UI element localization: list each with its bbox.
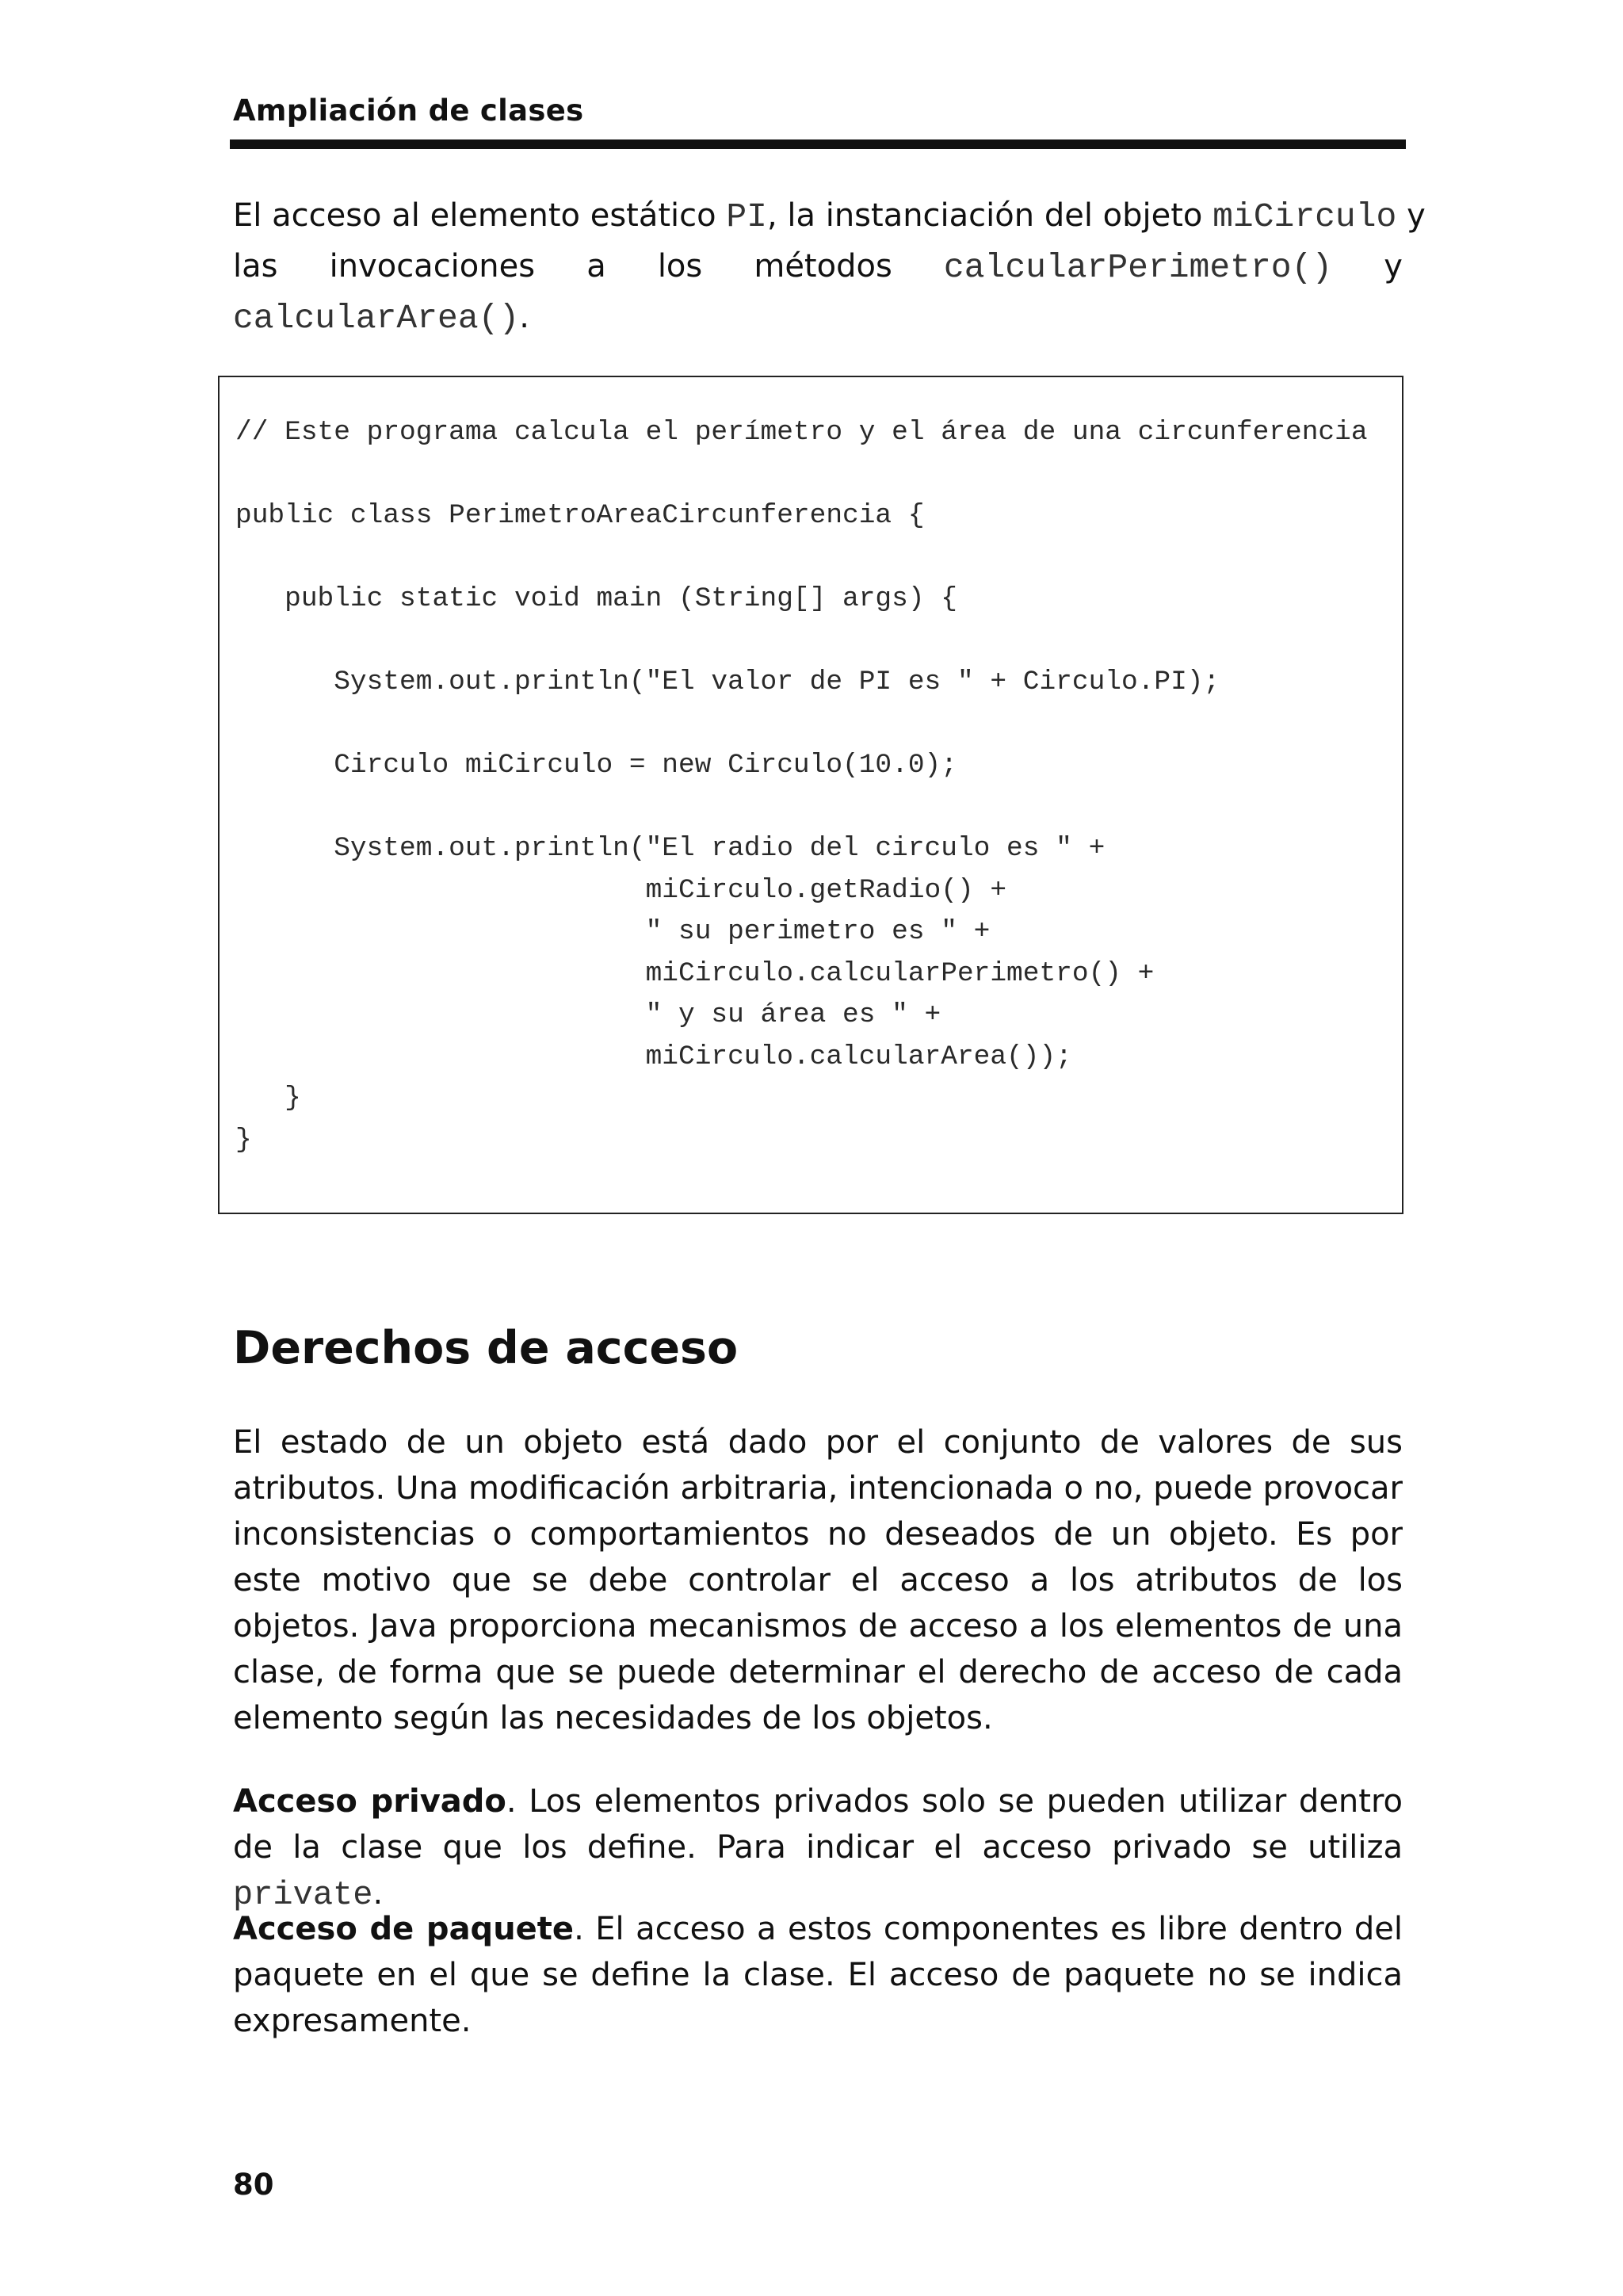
intro-line-2 <box>233 241 1403 292</box>
code-inline: miCirculo <box>1212 197 1397 236</box>
intro-word: y <box>1384 248 1403 285</box>
intro-word: las <box>233 248 278 285</box>
code-listing: // Este programa calcula el perímetro y el área de una circunferencia public class PerimetroAreaCircunferencia { public static void main (String[] args) { System.out.println("El valor de PI es " + Circulo.PI); Circulo miCirculo = new Circulo(10.0); System.out.println("El radio del circulo es " + miCirculo.getRadio() + " su perimetro es " + miCirculo.calcularPerimetro() + " y su área es " + miCirculo.calcularArea()); } } <box>235 417 1368 1156</box>
intro-word: a <box>586 248 606 285</box>
code-inline: PI <box>726 197 767 236</box>
body-paragraph: El estado de un objeto está dado por el conjunto de valores de sus atributos. Una modificación arbitraria, intencionada o no, puede provocar inconsistencias o comportamientos no deseados de un objeto. Es por este motivo que se debe controlar el acceso a los atributos de los objetos. Java proporciona mecanismos de acceso a los elementos de una clase, de forma que se puede determinar el derecho de acceso de cada elemento según las necesidades de los objetos. <box>233 1424 1403 1736</box>
intro-text: El acceso al elemento estático PI, la instanciación del objeto miCirculo y <box>233 197 1426 236</box>
header-rule <box>230 139 1406 149</box>
code-inline: calcularPerimetro() <box>943 248 1333 287</box>
private-access-paragraph: Acceso privado. Los elementos privados solo se pueden utilizar dentro de la clase que los define. Para indicar el acceso privado se utiliza private. <box>233 1783 1403 1914</box>
intro-line-3: calcularArea() . <box>233 292 1403 342</box>
intro-word: los <box>657 248 703 285</box>
term-private-access: Acceso privado <box>233 1783 506 1820</box>
running-header: Ampliación de clases <box>233 94 584 128</box>
code-inline: private <box>233 1876 373 1914</box>
intro-line-1 <box>233 190 1426 241</box>
page-number: 80 <box>233 2168 274 2202</box>
code-listing-box <box>218 376 1403 1214</box>
term-package-access: Acceso de paquete <box>233 1911 575 1947</box>
intro-word: invocaciones <box>329 248 536 285</box>
intro-word: métodos <box>754 248 892 285</box>
intro-paragraph <box>233 190 1426 342</box>
section-heading: Derechos de acceso <box>233 1322 739 1374</box>
package-access-paragraph: Acceso de paquete. El acceso a estos componentes es libre dentro del paquete en el que se define la clase. El acceso de paquete no se indica expresamente. <box>233 1911 1403 2039</box>
code-inline: calcularArea() <box>233 299 520 338</box>
